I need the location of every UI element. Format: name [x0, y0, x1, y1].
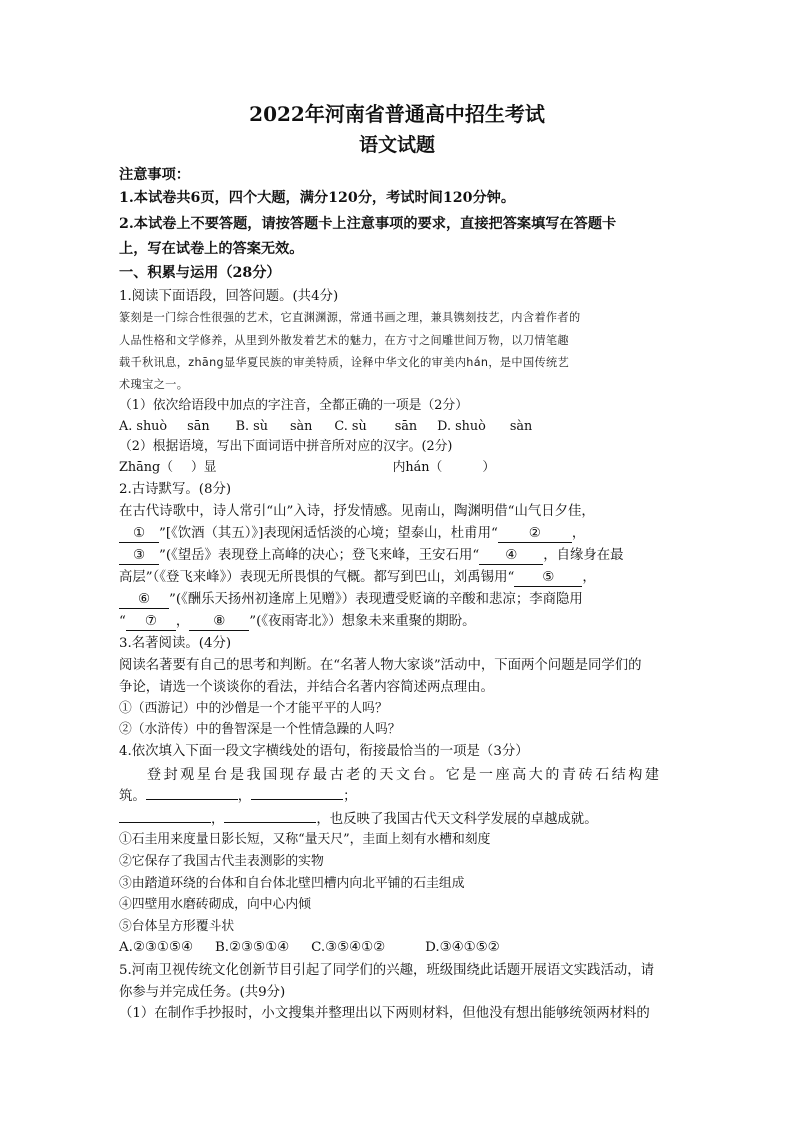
blank-6[interactable]: ⑥	[119, 592, 169, 609]
q4-blank-2[interactable]	[251, 799, 343, 800]
q2-line-2-end: ，	[571, 526, 586, 541]
q4-stem: 4.依次填入下面一段文字横线处的语句，衔接最恰当的一项是（3分）	[119, 744, 529, 759]
q1-option-d: D. shuò	[437, 419, 486, 434]
exam-title: 2022年河南省普通高中招生考试	[249, 102, 545, 126]
q4-option-1: ①石圭用来度量日影长短，又称“量天尺”，圭面上刻有水槽和刻度	[119, 832, 491, 847]
q2-line-5-text: ”(《酬乐天扬州初逢席上见赠》）表现遭受贬谪的辛酸和悲凉；李商隐用	[169, 592, 583, 607]
q1-option-c-2: sān	[394, 419, 418, 434]
q4-text: 筑。	[119, 789, 146, 804]
q5-stem-line-2: 你参与并完成任务。(共9分)	[119, 985, 286, 1000]
q1-option-a: A. shuò	[119, 419, 168, 434]
exam-subtitle: 语文试题	[358, 134, 435, 156]
q2-line-6-open: “	[119, 614, 126, 629]
q4-option-4: ④四壁用水磨砖砌成，向中心内倾	[119, 897, 311, 912]
section-heading-1: 一、积累与运用（28分）	[119, 265, 281, 281]
q2-line-4	[119, 568, 679, 588]
blank-3[interactable]: ③	[119, 548, 159, 565]
q1-option-b-2: sàn	[289, 419, 313, 434]
q4-choice-c[interactable]: C.③⑤④①②	[311, 940, 386, 955]
q4-option-3: ③由踏道环绕的台体和自台体北壁凹槽内向北平铺的石圭组成	[119, 876, 465, 891]
blank-8[interactable]: ⑧	[189, 614, 249, 631]
blank-1[interactable]: ①	[119, 526, 159, 543]
notice-item-2a: 2.本试卷上不要答题，请按答题卡上注意事项的要求，直接把答案填写在答题卡	[119, 216, 617, 232]
q4-passage-line-1: 登封观星台是我国现存最古老的天文台。它是一座高大的青砖石结构建	[147, 767, 662, 783]
q2-line-6-text: ”(《夜雨寄北》）想象未来重聚的期盼。	[249, 614, 476, 629]
q1-word2-open: 内hán（	[392, 460, 443, 475]
q4-blank-1[interactable]	[146, 799, 238, 800]
q1-option-b: B. sù	[235, 419, 268, 434]
q2-line-6	[119, 612, 679, 632]
q4-passage-line-3	[119, 810, 679, 830]
q3-line-1: 阅读名著要有自己的思考和判断。在“名著人物大家谈”活动中，下面两个问题是同学们的	[119, 658, 642, 673]
q1-option-a-2: sān	[187, 419, 210, 434]
q1-word-blanks	[119, 458, 679, 478]
q4-choice-a[interactable]: A.②③①⑤④	[119, 940, 193, 955]
blank-2[interactable]: ②	[498, 526, 572, 543]
q4-passage-line-2	[119, 787, 679, 807]
q2-line-6-comma: ，	[175, 614, 190, 629]
q4-semicolon: ；	[343, 789, 357, 804]
q2-stem: 2.古诗默写。(8分)	[119, 482, 232, 497]
blank-5[interactable]: ⑤	[514, 570, 582, 587]
notice-item-2b: 上，写在试卷上的答案无效。	[119, 241, 304, 257]
q4-comma: ，	[237, 789, 252, 804]
q1-word1-close: ）显	[191, 460, 217, 475]
q1-option-c: C. sù	[334, 419, 367, 434]
q1-option-d-2: sàn	[509, 419, 533, 434]
q5-stem-line-1: 5.河南卫视传统文化创新节目引起了同学们的兴趣，班级围绕此话题开展语文实践活动，请	[119, 963, 655, 978]
q1-sub2: （2）根据语境，写出下面词语中拼音所对应的汉字。(2分)	[119, 439, 453, 454]
blank-7[interactable]: ⑦	[126, 614, 176, 631]
q1-sub1: （1）依次给语段中加点的字注音，全都正确的一项是（2分）	[119, 398, 469, 413]
q1-passage-line: 篆刻是一门综合性很强的艺术，它直渊渊源，常通书画之理，兼具镌刻技艺，内含着作者的	[119, 311, 581, 324]
q2-line-5	[119, 590, 679, 610]
notice-item-1: 1.本试卷共6页，四个大题，满分120分，考试时间120分钟。	[119, 190, 516, 206]
q4-blank-4[interactable]	[224, 822, 316, 823]
q1-passage-line: 人品性格和文学修养，从里到外散发着艺术的魅力，在方寸之间雕世间万物，以刀情笔趣	[119, 334, 569, 347]
q4-comma: ，	[211, 812, 225, 827]
q4-choices	[119, 938, 679, 958]
q5-sub1: （1）在制作手抄报时，小文搜集并整理出以下两则材料，但他没有想出能够统领两材料的	[119, 1006, 650, 1021]
q2-line-2-text: ”[《饮酒（其五）》]表现闲适恬淡的心境；望泰山，杜甫用“	[159, 526, 498, 541]
q4-text: ，也反映了我国古代天文科学发展的卓越成就。	[316, 812, 598, 827]
q4-choice-d[interactable]: D.③④①⑤②	[425, 940, 500, 955]
q1-word2-close: ）	[482, 460, 496, 475]
q1-word1-open: Zhāng（	[119, 460, 173, 475]
q1-passage-line: 术瑰宝之一。	[119, 378, 189, 391]
q3-item-1: ①（西游记）中的沙僧是一个才能平平的人吗？	[119, 701, 388, 716]
q2-line-3-text: ”(《望岳》表现登上高峰的决心；登飞来峰，王安石用“	[159, 548, 480, 563]
q4-option-2: ②它保存了我国古代圭表测影的实物	[119, 854, 324, 869]
q4-choice-b[interactable]: B.②③⑤①④	[214, 940, 290, 955]
q3-line-2: 争论，请选一个谈谈你的看法，并结合名著内容简述两点理由。	[119, 680, 494, 695]
q4-blank-3[interactable]	[119, 822, 211, 823]
q2-line-2	[119, 524, 679, 544]
q1-options	[119, 417, 679, 437]
q2-line-4-end: ，	[582, 570, 596, 585]
q2-line-1: 在古代诗歌中，诗人常引“山”入诗，抒发情感。见南山，陶渊明借“山气日夕佳，	[119, 504, 595, 519]
q4-option-5: ⑤台体呈方形覆斗状	[119, 919, 235, 934]
q2-line-3-end: ，自缘身在最	[543, 548, 624, 563]
notice-heading: 注意事项：	[119, 167, 190, 183]
q2-line-3	[119, 546, 679, 566]
q3-item-2: ②（水浒传）中的鲁智深是一个性情急躁的人吗？	[119, 722, 401, 737]
q1-stem: 1.阅读下面语段，回答问题。(共4分)	[119, 289, 339, 304]
q1-passage-line: 载千秋讯息，zhāng显华夏民族的审美特质，诠释中华文化的审美内hán，是中国传统艺	[119, 356, 570, 369]
q2-line-4-text: 高层”（《登飞来峰》）表现无所畏惧的气概。都写到巴山，刘禹锡用“	[119, 570, 515, 585]
q3-stem: 3.名著阅读。(4分)	[119, 636, 232, 651]
blank-4[interactable]: ④	[479, 548, 543, 565]
